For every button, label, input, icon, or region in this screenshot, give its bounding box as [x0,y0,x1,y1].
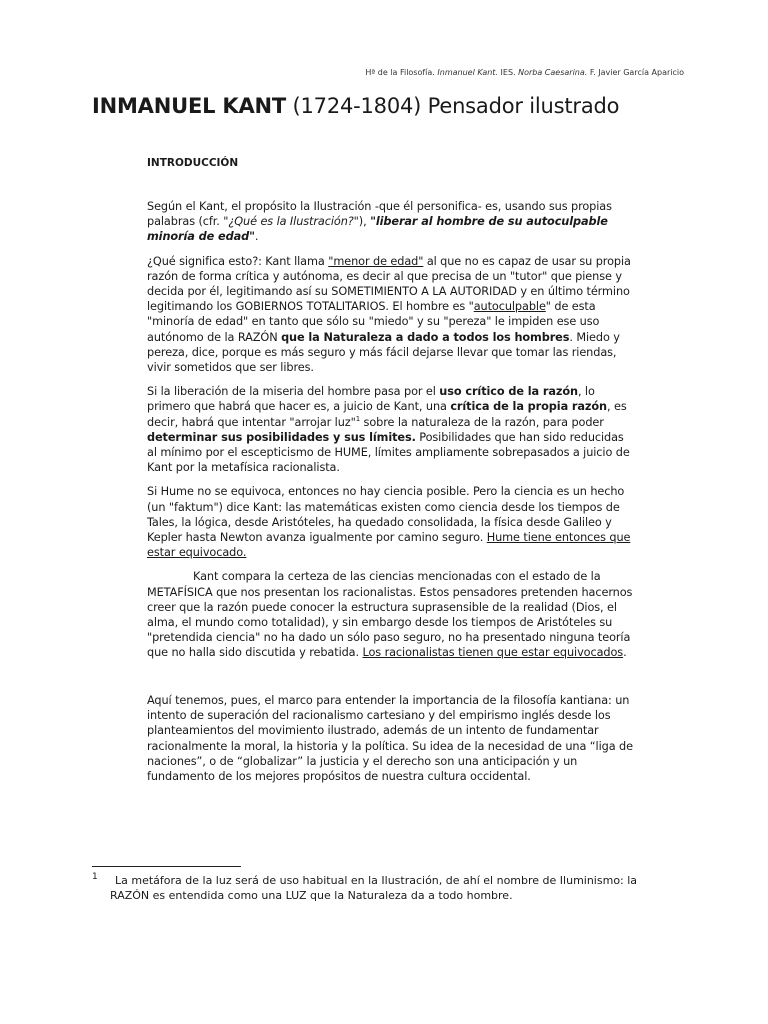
header-mid: IES. [497,68,519,77]
body-text [147,199,637,670]
p3-bold: uso crítico de la razón [439,385,578,399]
conclusion-block [147,693,637,793]
p4-underlined: Hume tiene entonces que estar equivocado. [147,531,631,560]
p2-underlined: autoculpable [473,300,546,314]
paragraph-3 [147,384,637,475]
p2-text: . Miedo y pereza, dice, porque es más seguro y más fácil dejarse llevar que tomar las riendas, vivir sometidos que ser libres. [147,330,620,375]
p3-text: sobre la naturaleza de la razón, para poder [360,415,604,429]
p3-text: , es decir, habrá que intentar "arrojar luz" [147,400,627,429]
p3-bold: crítica de la propia razón [450,400,607,414]
header-prefix: Hª de la Filosofía. [365,68,438,77]
paragraph-5 [147,569,637,660]
footnote-divider [92,866,241,867]
paragraph-2 [147,254,637,376]
title-rest: (1724-1804) Pensador ilustrado [286,94,620,118]
p5-text: Kant compara la certeza de las ciencias mencionadas con el estado de la METAFÍSICA que nos presentan los racionalistas. Estos pensadores pretenden hacernos creer que la razón puede conocer la estructura suprasensible de la realidad (Dios, el alma, el mundo como totalidad), y sin embargo desde los tiempos de Aristóteles su "pretendida ciencia" no ha dado un sólo paso seguro, no ha presentado ninguna teoría que no halla sido discutida y rebatida. [147,570,633,660]
p1-text: ), [358,215,371,229]
p2-text: al que no es capaz de usar su propia razón de forma crítica y autónoma, es decir al que precisa de un "tutor" que piense y decida por él, legitimando así su SOMETIMIENTO A LA AUTORIDAD y en último término legitimando los GOBIERNOS TOTALITARIOS. El hombre es " [147,254,631,314]
p5-underlined: Los racionalistas tienen que estar equivocados [362,646,624,660]
p2-text: ¿Qué significa esto?: Kant llama [147,254,329,268]
title-name: INMANUEL KANT [92,94,287,118]
p1-text: Según el Kant, el propósito la Ilustración -que él personifica- es, usando sus propias palabras (cfr. [147,200,612,229]
p1-text: . [254,230,259,244]
running-header [365,68,684,77]
footnote-ref[interactable]: 1 [355,414,361,423]
p1-quote: "liberar al hombre de su autoculpable minoría de edad" [147,215,608,244]
header-book: Inmanuel Kant. [437,68,498,77]
p3-text: Si la liberación de la miseria del hombre pasa por el [147,385,440,399]
page-title [92,94,692,118]
p3-text: , lo primero que habrá que hacer es, a juicio de Kant, una [147,385,595,414]
p2-underlined: "menor de edad" [328,254,424,268]
section-heading: INTRODUCCIÓN [147,157,239,169]
header-school: Norba Caesarina. [518,68,588,77]
header-author: F. Javier García Aparicio [587,68,684,77]
p5-text: . [623,646,627,660]
paragraph-6: Aquí tenemos, pues, el marco para entender la importancia de la filosofía kantiana: un intento de superación del racionalismo cartesiano y del empirismo inglés desde los planteamientos del movimiento ilustrado, además de un intento de fundamentar racionalmente la moral, la historia y la política. Su idea de la necesidad de una “liga de naciones”, o de “globalizar” la justicia y el derecho son una anticipación y un fundamento de los mejores propósitos de nuestra cultura occidental. [147,694,633,784]
p4-text: Si Hume no se equivoca, entonces no hay ciencia posible. Pero la ciencia es un hecho (un "faktum") dice Kant: las matemáticas existen como ciencia desde los tiempos de Tales, la lógica, desde Aristóteles, ha quedado consolidada, la física desde Galileo y Kepler hasta Newton avanza igualmente por camino seguro. [147,485,625,545]
footnote-number: 1 [92,872,98,882]
p1-quote-title: "¿Qué es la Ilustración?" [223,215,359,229]
paragraph-4 [147,484,637,560]
p2-text: " de esta "minoría de edad" en tanto que sólo su "miedo" y su "pereza" le impiden ese uso autónomo de la RAZÓN [147,300,600,344]
p2-bold: que la Naturaleza a dado a todos los hombres [281,330,570,344]
paragraph-1 [147,199,637,245]
p3-bold: determinar sus posibilidades y sus límites. [147,430,416,444]
footnote-text: La metáfora de la luz será de uso habitual en la Ilustración, de ahí el nombre de Iluminismo: la RAZÓN es entendida como una LUZ que la Naturaleza da a todo hombre. [110,874,638,902]
p3-text: Posibilidades que han sido reducidas al mínimo por el escepticismo de HUME, límites ampliamente sobrepasados a juicio de Kant por la metafísica racionalista. [147,430,630,475]
